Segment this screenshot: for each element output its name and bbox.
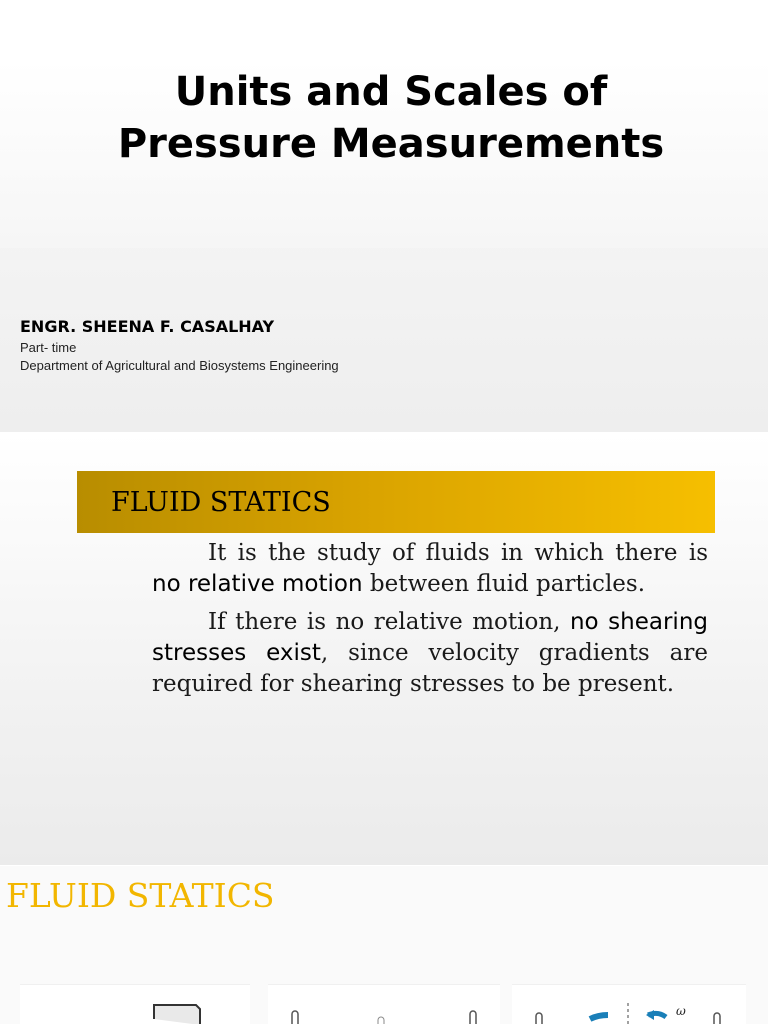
author-name: ENGR. SHEENA F. CASALHAY [20, 317, 275, 336]
shearing-paragraph [152, 607, 708, 700]
figure-panel-rotation [512, 984, 746, 1024]
para1-text-start: It is the study of fluids in which there is [208, 540, 708, 566]
fluid-statics-figures-slide [0, 866, 768, 1024]
fluid-statics-slide [0, 433, 768, 865]
slide-heading: FLUID STATICS [111, 487, 331, 518]
para2-text-end: , since velocity gradients are required for shearing stresses to be present. [152, 640, 708, 697]
definition-paragraph [152, 538, 708, 600]
author-role: Part- time [20, 340, 77, 355]
para2-text-start: If there is no relative motion, [208, 609, 570, 635]
slide-heading-2: FLUID STATICS [6, 876, 275, 915]
title-slide [0, 60, 768, 432]
para1-emphasis: no relative motion [152, 571, 363, 597]
omega-symbol: ω [676, 1004, 686, 1018]
rotation-figure [512, 985, 746, 1024]
tube-figure [268, 985, 500, 1024]
heading-bar [77, 471, 715, 533]
slide-title: Units and Scales of Pressure Measurements [117, 69, 665, 167]
para1-text-end: between fluid particles. [362, 571, 646, 597]
para2-emphasis: no shearing stresses exist [152, 609, 708, 666]
author-department: Department of Agricultural and Biosystems Engineering [20, 358, 339, 373]
figure-panel-tubes [268, 984, 500, 1024]
container-figure [20, 985, 250, 1024]
figure-panel-container [20, 984, 250, 1024]
